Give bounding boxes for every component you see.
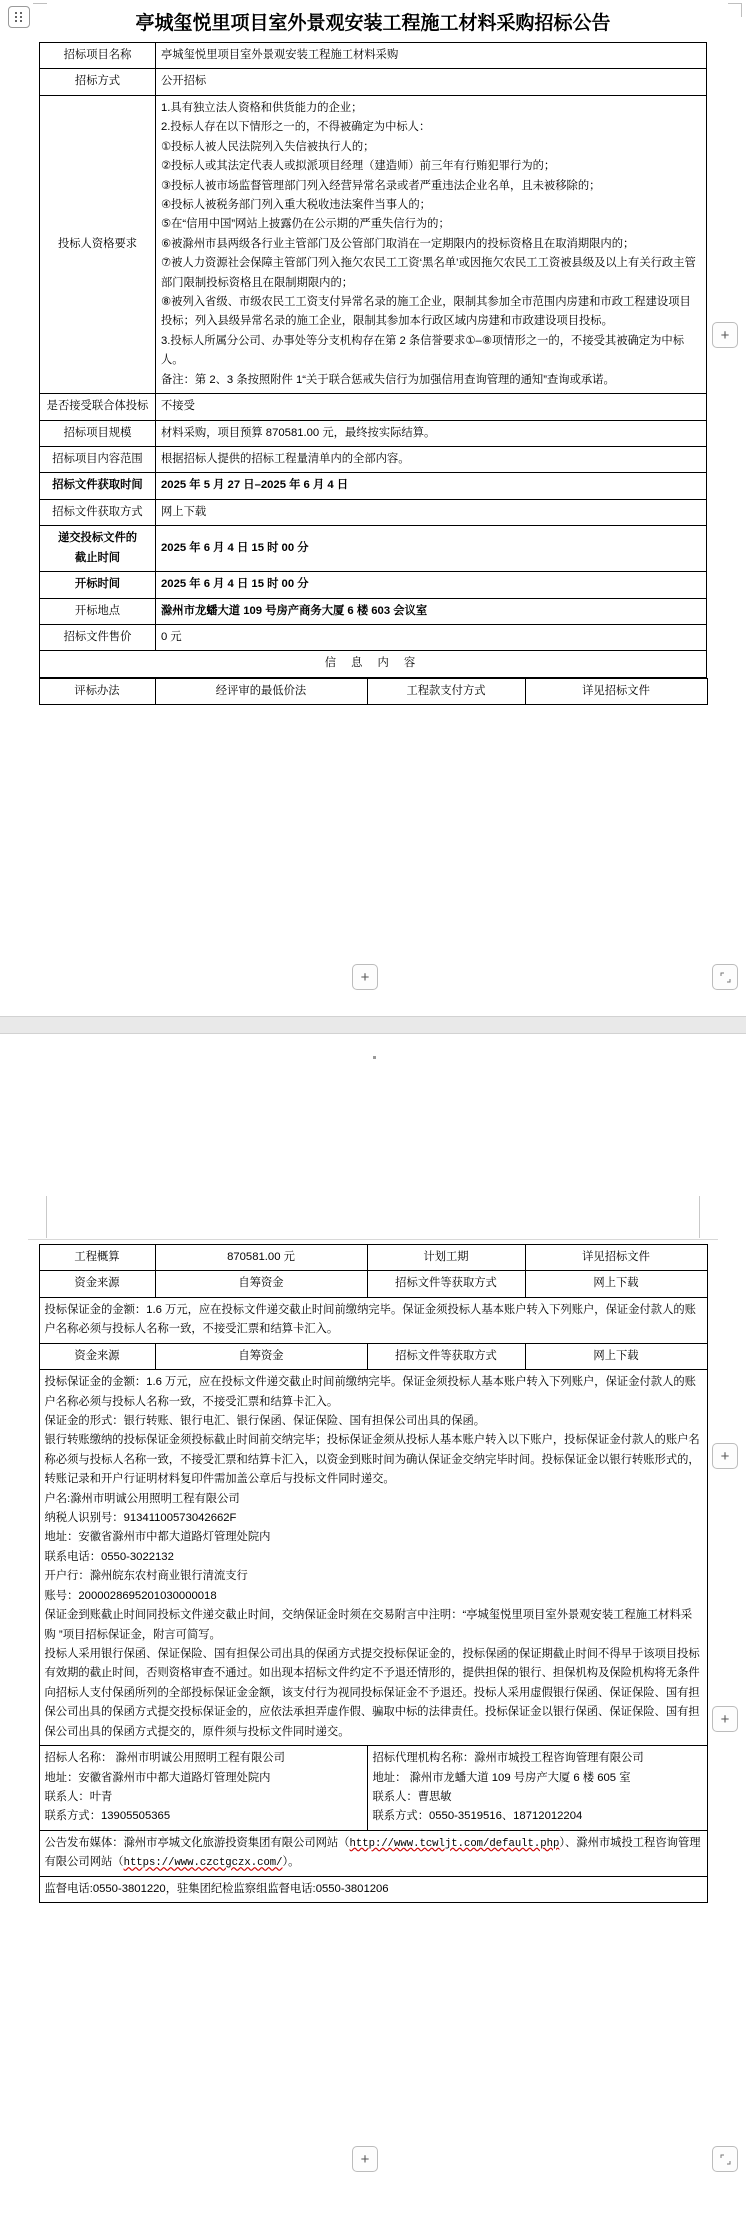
value-open-time: 2025 年 6 月 4 日 15 时 00 分 <box>156 572 707 598</box>
value-accept-consortium: 不接受 <box>156 394 707 420</box>
add-block-button-right-1[interactable]: + <box>712 322 738 348</box>
table-row-media <box>39 1830 707 1876</box>
label-doc-acquire-method: 招标文件等获取方式 <box>367 1271 525 1297</box>
table-row-doc-get-time <box>40 473 707 499</box>
deposit-tax-id: 纳税人识别号：91341100573042662F <box>44 1512 237 1525</box>
table-row-budget <box>39 1245 707 1271</box>
tenderer-name: 招标人名称： 滁州市明诚公用照明工程有限公司 <box>44 1752 285 1765</box>
value-submit-deadline: 2025 年 6 月 4 日 15 时 00 分 <box>156 526 707 572</box>
page-center-mark <box>373 1056 376 1059</box>
value-doc-price: 0 元 <box>156 624 707 650</box>
tenderer-phone: 联系方式：13905505365 <box>44 1810 171 1823</box>
value-project-name: 亭城玺悦里项目室外景观安装工程施工材料采购 <box>156 43 707 69</box>
qualification-line: ⑧被列入省级、市级农民工工资支付异常名录的施工企业，限制其参加全市范围内房建和市政工程建设项目投标；列入县级异常名录的施工企业，限制其参加本行政区域内房建和市政建设项目投标。 <box>161 296 691 328</box>
deposit-bank: 开户行：滁州皖东农村商业银行清流支行 <box>44 1570 248 1583</box>
crop-mark-left <box>46 1196 47 1238</box>
label-budget: 工程概算 <box>39 1245 155 1271</box>
value-planned-period: 详见招标文件 <box>525 1245 707 1271</box>
label-open-place: 开标地点 <box>40 598 156 624</box>
table-row-consortium <box>40 394 707 420</box>
value-doc-get-time: 2025 年 5 月 27 日–2025 年 6 月 4 日 <box>156 473 707 499</box>
announcement-table-main <box>39 42 707 678</box>
table-row-open-place <box>40 598 707 624</box>
agency-info-cell <box>367 1746 707 1831</box>
deposit-details-block <box>39 1370 707 1746</box>
table-row-open-time <box>40 572 707 598</box>
qualification-line: ⑦被人力资源社会保障主管部门列入拖欠农民工工资‘黑名单’或因拖欠农民工工资被县级及以上有关行政主管部门限制投标资格且在限制期限内的； <box>161 257 696 289</box>
document-page-2 <box>0 1034 746 2223</box>
media-prefix: 公告发布媒体：滁州市亭城文化旅游投资集团有限公司网站（ <box>44 1836 350 1849</box>
qualification-line: ⑤在“信用中国”网站上披露仍在公示期的严重失信行为的； <box>161 218 450 231</box>
qualification-line: ③投标人被市场监督管理部门列入经营异常名录或者严重违法企业名单，且未被移除的； <box>161 179 601 192</box>
label-doc-get-method: 招标文件获取方式 <box>40 499 156 525</box>
grip-dots-icon <box>15 12 23 23</box>
label-eval-method: 评标办法 <box>39 678 155 704</box>
document-page-1 <box>0 0 746 1016</box>
label-doc-get-time: 招标文件获取时间 <box>40 473 156 499</box>
tenderer-address: 地址：安徽省滁州市中都大道路灯管理处院内 <box>44 1771 271 1784</box>
table-row-qualification <box>40 95 707 393</box>
label-submit-deadline-line1: 递交投标文件的 <box>57 532 138 545</box>
label-project-scale: 招标项目规模 <box>40 420 156 446</box>
label-bid-method: 招标方式 <box>40 69 156 95</box>
deposit-amount-text-2: 投标保证金的金额：1.6 万元，应在投标文件递交截止时间前缴纳完毕。保证金须投标人基本账户转入下列账户，保证金付款人的账户名称必须与投标人名称一致，不接受汇票和结算卡汇入。 <box>44 1376 696 1408</box>
label-planned-period: 计划工期 <box>367 1245 525 1271</box>
deposit-account-no: 账号：2000028695201030000018 <box>44 1589 217 1602</box>
add-block-button-right-2[interactable]: + <box>712 1443 738 1469</box>
label-payment-method: 工程款支付方式 <box>367 678 525 704</box>
qualification-line: 备注：第 2、3 条按照附件 1“关于联合惩戒失信行为加强信用查询管理的通知”查询或承诺。 <box>161 373 615 386</box>
table-row-deposit-details <box>39 1370 707 1746</box>
add-block-button-right-3[interactable]: + <box>712 1706 738 1732</box>
value-open-place: 滁州市龙蟠大道 109 号房产商务大厦 6 楼 603 会议室 <box>156 598 707 624</box>
table-row-scale <box>40 420 707 446</box>
deposit-transfer-text: 银行转账缴纳的投标保证金须投标截止时间前交纳完毕；投标保证金须从投标人基本账户转入以下账户，投标保证金付款人的账户名称必须与投标人名称一致，不接受汇票和结算卡汇入，以资金到账时间为确认保证金交纳完毕时间。投标保证金以银行转账形式的，转账记录和开户行证明材料复印件需加盖公章后与投标文件同时递交。 <box>44 1434 700 1486</box>
table-row-contacts <box>39 1746 707 1831</box>
page-title: 亭城玺悦里项目室外景观安装工程施工材料采购招标公告 <box>135 13 611 34</box>
value-doc-acquire-method-repeat: 网上下载 <box>525 1343 707 1369</box>
agency-phone: 联系方式：0550-3519516、18712012204 <box>372 1810 583 1823</box>
deposit-form-text: 保证金的形式：银行转账、银行电汇、银行保函、保证保险、国有担保公司出具的保函。 <box>44 1414 486 1427</box>
value-project-scope: 根据招标人提供的招标工程量清单内的全部内容。 <box>156 447 707 473</box>
value-doc-get-method: 网上下载 <box>156 499 707 525</box>
deposit-phone: 联系电话：0550-3022132 <box>44 1550 174 1563</box>
supervision-phone-text: 监督电话:0550-3801220，驻集团纪检监察组监督电话:0550-3801206 <box>39 1876 707 1902</box>
media-mid: ）、滁州市城投工程咨询管理有限公司网站（ <box>44 1836 701 1869</box>
crop-mark-top-left <box>33 3 47 17</box>
label-accept-consortium: 是否接受联合体投标 <box>40 394 156 420</box>
label-submit-deadline <box>40 526 156 572</box>
tenderer-contact: 联系人：叶青 <box>44 1790 113 1803</box>
add-block-button-page2[interactable]: + <box>352 2146 378 2172</box>
table-row-info-content-header <box>40 651 707 677</box>
table-row-deposit-intro-1 <box>39 1297 707 1343</box>
qualification-line: ④投标人被税务部门列入重大税收违法案件当事人的； <box>161 198 431 211</box>
value-fund-source-repeat: 自筹资金 <box>155 1343 367 1369</box>
media-url-1[interactable]: http://www.tcwljt.com/default.php <box>349 1837 560 1850</box>
table-row-fund-source-2 <box>39 1343 707 1369</box>
label-project-scope: 招标项目内容范围 <box>40 447 156 473</box>
agency-contact: 联系人：曹思敏 <box>372 1790 452 1803</box>
value-qualification <box>156 95 707 393</box>
qualification-line: 1.具有独立法人资格和供货能力的企业； <box>161 101 363 114</box>
label-qualification: 投标人资格要求 <box>40 95 156 393</box>
crop-mark-top-right <box>728 3 742 17</box>
label-doc-price: 招标文件售价 <box>40 624 156 650</box>
value-bid-method: 公开招标 <box>156 69 707 95</box>
table-row-doc-get-method <box>40 499 707 525</box>
media-publication-cell <box>39 1830 707 1876</box>
value-fund-source: 自筹资金 <box>155 1271 367 1297</box>
table-row-project-name <box>40 43 707 69</box>
label-fund-source: 资金来源 <box>39 1271 155 1297</box>
section-header-info-content: 信 息 内 容 <box>40 651 707 677</box>
value-project-scale: 材料采购，项目预算 870581.00 元，最终按实际结算。 <box>156 420 707 446</box>
announcement-table-info-content <box>39 678 708 705</box>
qualification-line: ①投标人被人民法院列入失信被执行人的； <box>161 140 375 153</box>
table-row-eval-payment <box>39 678 707 704</box>
page-separator <box>0 1016 746 1034</box>
label-submit-deadline-line2: 截止时间 <box>74 551 121 564</box>
table-row-supervision <box>39 1876 707 1902</box>
media-url-2[interactable]: https://www.czctgczx.com/ <box>123 1857 283 1870</box>
label-project-name: 招标项目名称 <box>40 43 156 69</box>
label-fund-source-repeat: 资金来源 <box>39 1343 155 1369</box>
label-doc-acquire-method-repeat: 招标文件等获取方式 <box>367 1343 525 1369</box>
value-payment-method: 详见招标文件 <box>525 678 707 704</box>
media-suffix: ）。 <box>282 1856 300 1869</box>
announcement-table-budget <box>39 1244 708 1903</box>
qualification-line: 3.投标人所属分公司、办事处等分支机构存在第 2 条信誉要求①–⑧项情形之一的，不接受其被确定为中标人。 <box>161 334 684 367</box>
qualification-line: ②投标人或其法定代表人或拟派项目经理（建造师）前三年有行贿犯罪行为的； <box>161 160 556 173</box>
agency-name: 招标代理机构名称：滁州市城投工程咨询管理有限公司 <box>372 1752 644 1765</box>
table-row-submit-deadline <box>40 526 707 572</box>
resize-handle-button-page1[interactable] <box>712 964 738 990</box>
deposit-address: 地址：安徽省滁州市中都大道路灯管理处院内 <box>44 1531 271 1544</box>
deposit-guarantee-text: 投标人采用银行保函、保证保险、国有担保公司出具的保函方式提交投标保证金的，投标保函的保证期截止时间不得早于该项目投标有效期的截止时间，否则资格审查不通过。如出现本招标文件约定不予退还情形的，提供担保的银行、担保机构及保险机构将无条件向招标人支付保函所列的全部投标保证金金额，该支付行为视同投标保证金不予退还。投标人采用虚假银行保函、保证保险、国有担保公司出具的保函方式提交投标保证金的，应依法承担弄虚作假、骗取中标的法律责任。投标保证金以银行保函、保证保险、国有担保公司出具的保函方式提交的，原件须与投标文件同时递交。 <box>44 1648 700 1738</box>
crop-mark-right <box>699 1196 700 1238</box>
tenderer-info-cell <box>39 1746 367 1831</box>
page-top-rule <box>28 1239 718 1240</box>
qualification-line: 2.投标人存在以下情形之一的，不得被确定为中标人： <box>161 121 431 134</box>
value-eval-method: 经评审的最低价法 <box>155 678 367 704</box>
deposit-amount-text-1: 投标保证金的金额：1.6 万元，应在投标文件递交截止时间前缴纳完毕。保证金须投标人基本账户转入下列账户，保证金付款人的账户名称必须与投标人名称一致，不接受汇票和结算卡汇入。 <box>39 1297 707 1343</box>
table-row-bid-method <box>40 69 707 95</box>
deposit-account-name: 户名:滁州市明诚公用照明工程有限公司 <box>44 1492 240 1505</box>
resize-handle-button-page2[interactable] <box>712 2146 738 2172</box>
drag-handle-icon[interactable] <box>8 6 30 28</box>
value-doc-acquire-method: 网上下载 <box>525 1271 707 1297</box>
table-row-doc-price <box>40 624 707 650</box>
qualification-line: ⑥被滁州市县两级各行业主管部门及公管部门取消在一定期限内的投标资格且在取消期限内的； <box>161 237 635 250</box>
add-block-button-page1[interactable]: + <box>352 964 378 990</box>
table-row-scope <box>40 447 707 473</box>
agency-address: 地址： 滁州市龙蟠大道 109 号房产大厦 6 楼 605 室 <box>372 1771 631 1784</box>
value-budget: 870581.00 元 <box>155 1245 367 1271</box>
table-row-fund-source-1 <box>39 1271 707 1297</box>
label-open-time: 开标时间 <box>40 572 156 598</box>
deposit-remark-text: 保证金到账截止时间同投标文件递交截止时间，交纳保证金时须在交易附言中注明：“亭城玺悦里项目室外景观安装工程施工材料采购 ”项目招标保证金，附言可简写。 <box>44 1609 693 1641</box>
